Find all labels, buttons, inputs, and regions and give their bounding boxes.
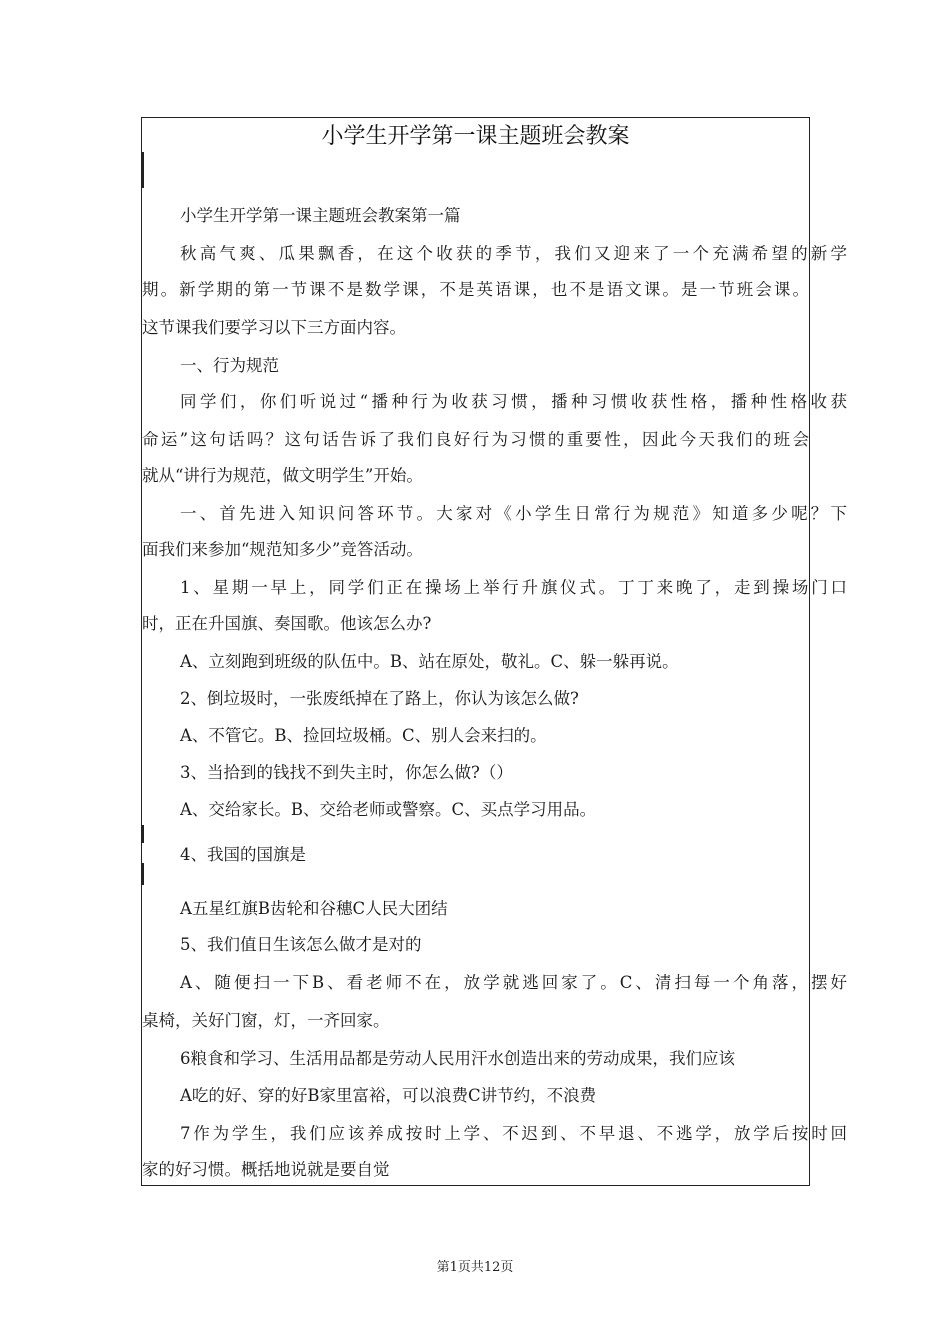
left-margin-mark — [142, 152, 144, 188]
paragraph-line: 秋高气爽、瓜果飘香，在这个收获的季节，我们又迎来了一个充满希望的新学 — [180, 244, 847, 263]
question-line: 7作为学生，我们应该养成按时上学、不迟到、不早退、不逃学，放学后按时回 — [180, 1124, 847, 1143]
paragraph-line: 就从“讲行为规范，做文明学生”开始。 — [142, 466, 423, 485]
paragraph-line: 期。新学期的第一节课不是数学课，不是英语课，也不是语文课。是一节班会课。 — [142, 280, 809, 299]
question-line: 时，正在升国旗、奏国歌。他该怎么办? — [142, 614, 432, 633]
section-heading: 小学生开学第一课主题班会教案第一篇 — [180, 206, 461, 225]
paragraph-line: 这节课我们要学习以下三方面内容。 — [142, 318, 406, 337]
answer-options: A、随便扫一下B、看老师不在，放学就逃回家了。C、清扫每一个角落，摆好 — [180, 973, 847, 992]
question-line: 2、倒垃圾时，一张废纸掉在了路上，你认为该怎么做? — [180, 689, 579, 708]
answer-options: 桌椅，关好门窗，灯，一齐回家。 — [142, 1011, 390, 1030]
answer-options: A、交给家长。B、交给老师或警察。C、买点学习用品。 — [180, 800, 597, 819]
question-line: 5、我们值日生该怎么做才是对的 — [180, 935, 422, 954]
subheading: 一、行为规范 — [180, 356, 279, 375]
paragraph-line: 同学们，你们听说过“播种行为收获习惯，播种习惯收获性格，播种性格收获 — [180, 392, 847, 411]
question-line: 1、星期一早上，同学们正在操场上举行升旗仪式。丁丁来晚了，走到操场门口 — [180, 578, 847, 597]
answer-options: A五星红旗B齿轮和谷穗C人民大团结 — [180, 899, 448, 918]
question-line: 家的好习惯。概括地说就是要自觉 — [142, 1160, 390, 1179]
paragraph-line: 一、首先进入知识问答环节。大家对《小学生日常行为规范》知道多少呢？下 — [180, 504, 847, 523]
content-frame — [141, 117, 847, 1186]
question-line: 4、我国的国旗是 — [180, 845, 306, 864]
paragraph-line: 面我们来参加“规范知多少”竞答活动。 — [142, 540, 423, 559]
document-title: 小学生开学第一课主题班会教案 — [321, 124, 630, 149]
page-number: 第1页共12页 — [436, 1260, 514, 1275]
answer-options: A、立刻跑到班级的队伍中。B、站在原处，敬礼。C、躲一躲再说。 — [180, 652, 679, 671]
question-line: 3、当拾到的钱找不到失主时，你怎么做?（） — [180, 763, 513, 782]
paragraph-line: 命运”这句话吗？这句话告诉了我们良好行为习惯的重要性，因此今天我们的班会 — [142, 430, 809, 449]
answer-options: A吃的好、穿的好B家里富裕，可以浪费C讲节约，不浪费 — [180, 1086, 597, 1105]
question-line: 6粮食和学习、生活用品都是劳动人民用汗水创造出来的劳动成果，我们应该 — [180, 1049, 735, 1068]
answer-options: A、不管它。B、捡回垃圾桶。C、别人会来扫的。 — [180, 726, 547, 745]
